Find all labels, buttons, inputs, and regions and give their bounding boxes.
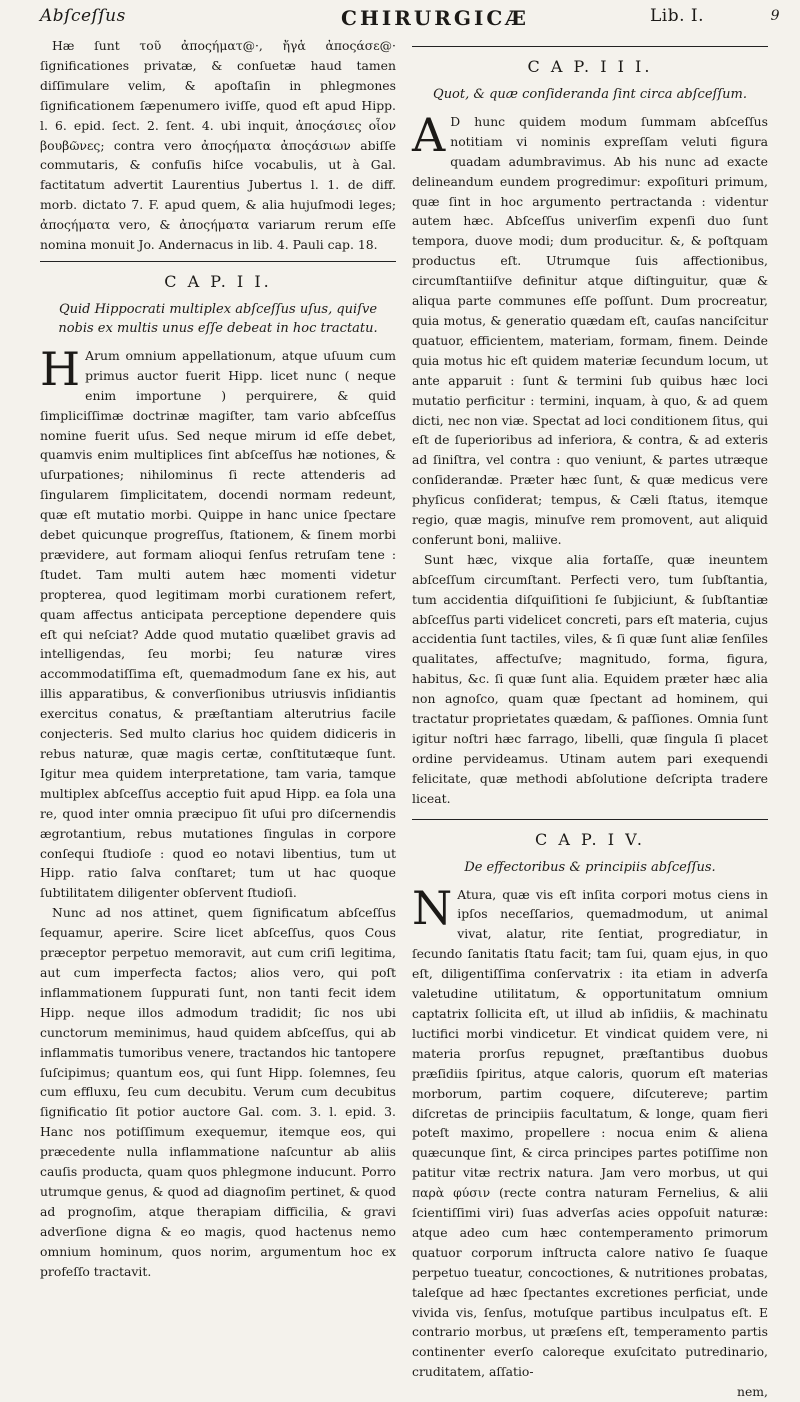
chapter-2-paragraph-1 — [40, 341, 396, 903]
left-column — [40, 36, 396, 1281]
section-divider — [412, 819, 768, 820]
chapter-3-paragraph-2: Sunt hæc, vixque alia fortaſſe, quæ ineuntem abſceſſum circumſtant. Perfecti vero, tum ſubſtantia, tum accidentia diſquiſitioni ſe ſubjiciunt, & ſubſtantiæ abſceſſus parti videlicet concreti, pars eſt materia, cujus accidentia ſunt tactiles, viles, & ſi quæ ſunt aliæ ſenſiles qualitates, affectuſve; magnitudo, forma, figura, habitus, &c. ſi quæ ſunt alia. Equidem præter hæc alia non agnoſco, quam quæ ſpectant ad hominem, qui tractatur proprietates quædam, & paſſiones. Omnia ſunt igitur noſtri hæc farrago, libelli, quæ ſingula ſi placet ordine pervideamus. Utinam autem pari exequendi felicitate, quæ methodi abſolutione deſcripta tradere liceat. — [412, 551, 768, 806]
section-divider — [40, 261, 396, 262]
drop-cap: A — [412, 107, 446, 162]
chapter-4-text-1: Atura, quæ vis eſt inſita corpori motus ciens in ipſos neceſſarios, quemadmodum, ut animal vivat, alatur, rite ſentiat, progrediatur, in ſecundo ſanitatis ſtatu facit; tam ſui, quam ejus, in quo eſt, diligentiſſima conſervatrix : ita etiam in adverſa valetudine utilitatum, & opportunitatum omnium captatrix ſollicita eſt, ut illud ab inſidiis, & machinatu luctifici morbi vindicetur. Et vindicat quidem vere, ni materia prorſus repugnet, præſtantibus duobus præſidiis ſpiritus, atque caloris, quorum eſt materias morborum, partim coquere, diſcutereve; partim diſcretas de principiis facultatum, & longe, quam fieri poteſt maximo, propellere : nocua enim & aliena quæcunque ſint, & circa principes partes potiſſime non patitur vitæ rectrix natura. Jam vero morbus, ut qui παρὰ φύσιν (recte contra naturam Fernelius, & alii ſcientiſſimi viri) ſuas adverſas acies oppoſuit naturæ: atque adeo cum hæc contemperamento primorum quatuor corporum inſtructa calore nativo ſe ſuaque perpetuo tueatur, concoctiones, & nutritiones probatas, taleſque ad hæc ſpectantes excretiones perficiat, unde vivida vis, ſenſus, motuſque partibus inculpatus eſt. E contrario morbus, ut præſens eſt, temperamento partis continenter everſo caloreque exuſcitato putredinario, cruditatem, aſſatio- — [412, 886, 768, 1380]
chapter-4-title: De effectoribus & principiis abſceſſus. — [464, 859, 716, 875]
chapter-3-heading: C A P. I I I. — [527, 57, 653, 76]
chapter-4-heading: C A P. I V. — [535, 829, 645, 849]
header-left-title: Abſceſſus — [40, 6, 126, 26]
chapter-2-text-1: Arum omnium appellationum, atque uſuum cum primus auctor fuerit Hipp. licet nunc ( neque enim importune ) perquirere, & quid ſimpliciſſimæ doctrinæ magiſter, tam vario abſceſſus nomine fuerit uſus. Sed neque mirum id eſſe debet, quamvis enim multiplices ſint abſceſſus hæ notiones, & uſurpationes; nihilominus ſi recte attenderis ad ſingularem ſimplicitatem, docendi normam redeunt, quæ eſt mutatio morbi. Quippe in hanc unice ſpectare debet quicunque progreſſus, ſtationem, & ſinem morbi prævidere, aut formam alioqui ſenſus retruſam tene : ſtudet. Tam multi autem hæc momenti videtur propterea, quod legitimam morbi curationem refert, quam affectus anticipata perceptione dependere quis eſt qui neſciat? Adde quod mutatio quælibet gravis ad intelligendas, ſeu morbi; ſeu naturæ vires accommodatiſſima eſt, quemadmodum ſane ex his, aut illis apparatibus, & converſionibus utriusvis inſidiantis exercitus conatus, & præſtantiam alterutrius facile conjecteris. Sed multo clarius hoc quidem didiceris in rebus naturæ, quæ magis certæ, conſtitutæque ſunt. Igitur mea quidem interpretatione, tam varia, tamque multiplex abſceſſus acceptio fuit apud Hipp. ea ſola una re, quod inter omnia præcipuo ſit uſui pro diſcernendis ægrotantium, rebus mutationes ſingulas in corpore conſequi ſtudioſe : quod eo notavi libentius, tum ut Hipp. ratio ſalva conſtaret; tum ut hac quoque ſubtilitatem diligenter obſervent ſtudioſi. — [40, 347, 396, 901]
chapter-3-paragraph-1 — [412, 107, 768, 550]
chapter-2-paragraph-2: Nunc ad nos attinet, quem ſignificatum abſceſſus ſequamur, aperire. Scire licet abſceſſus, quos Cous præceptor perpetuo memoravit, aut cum criſi legitima, aut cum imperfecta factos; alios vero, qui poſt inflammationem ſuppurati ſunt, non tanti fecit idem Hipp. neque illos admodum tradidit; ſic nos ubi cunctorum meminimus, haud quidem abſceſſus, qui ab inflammatis tumoribus venere, tractandos hic tantopere ſuſcipimus; quantum eos, qui ſunt Hipp. ſolemnes, ſeu cum effluxu, ſeu cum decubitu. Verum cum decubitus ſignificatio ſit potior auctore Gal. com. 3. l. epid. 3. Hanc nos potiſſimum exequemur, itemque eos, qui præcedente nulla inflammatione naſcuntur ab aliis cauſis producta, quam quos phlegmone inducunt. Porro utrumque genus, & quod ad diagnoſim pertinet, & quod ad prognoſim, atque therapiam difficilia, & gravi adverſione digna & eo magis, quod hactenus nemo omnium hominum, quos norim, argumentum hoc ex profeſſo tractavit. — [40, 905, 396, 1279]
chapter-2-heading: C A P. I I. — [164, 271, 272, 291]
chapter-3-text-1: D hunc quidem modum ſummam abſceſſus notitiam vi nominis expreſſam veluti figura quadam adumbravimus. Ab his nunc ad exacte delineandum eundem progredimur: expoſituri primum, quæ ſint in hoc argumento pertractanda : videntur autem hæc. Abſceſſus univerſim expenſi duo ſunt tempora, duove modi; dum producitur. &, & poſtquam productus eſt. Utrumque ſuis affectionibus, circumſtantiiſve definitur atque diſtinguitur, quæ & aliqua parte communes eſſe poſſunt. Dum procreatur, quia motus, & generatio quædam eſt, cauſas nanciſcitur quatuor, efficientem, materiam, formam, finem. Deinde quia motus hic eſt quidem materiæ ſecundum locum, ut ante apparuit : ſunt & termini ſub quibus hæc loci mutatio perficitur : termini, inquam, à quo, & ad quem dicti, nec non viæ. Spectat ad loci conditionem ſitus, qui eſt de ſuperioribus ad inferiora, & contra, & ad exteris ad ſiniſtra, vel contra : quo veniunt, & partes utræque conſiderandæ. Præter hæc ſunt, & quæ medicus vere phyſicus conſiderat; tempus, & Cæli ſtatus, itemque regio, quæ magis, minuſve rem promovent, aut aliquid conferunt boni, maliive. — [412, 113, 768, 547]
chapter-2-title: Quid Hippocrati multiplex abſceſſus uſus, quiſve nobis ex multis unus eſſe debeat in hoc tractatu. — [58, 301, 378, 336]
right-column — [412, 36, 768, 1402]
header-center-title: CHIRURGICÆ — [341, 6, 529, 30]
section-divider — [412, 46, 768, 47]
page-number: 9 — [770, 8, 780, 24]
header-book-number: Lib. I. — [650, 6, 705, 26]
running-header — [40, 6, 780, 36]
drop-cap: N — [412, 880, 453, 935]
continuation-paragraph: Hæ ſunt τοῦ ἀποςήματ@·, ἤγἁ ἀποςάσε@· ſignificationes privatæ, & conſuetæ haud tamen diſſimulare velim, & apoſtaſin in phlegmones ſignificationem ſæpenumero iviſſe, quod eſt apud Hipp. l. 6. epid. ſect. 2. ſent. 4. ubi inquit, ἀποςάσιες οἷον βουβῶνες; contra vero ἀποςήματα ἀποςάσιων abiſſe commutaris, & confuſis hiſce vocabulis, ut à Gal. factitatum advertit Laurentius Jubertus l. 1. de diff. morb. dictato 7. F. apud quem, & alia hujuſmodi leges; ἀποςήματα vero, & ἀποςήματα variarum rerum eſſe nomina monuit Jo. Andernacus in lib. 4. Pauli cap. 18. — [40, 38, 396, 253]
catchword: nem, — [736, 1384, 768, 1400]
chapter-4-paragraph-1 — [412, 880, 768, 1383]
drop-cap: H — [40, 341, 81, 396]
chapter-3-title: Quot, & quæ conſideranda ſint circa abſceſſum. — [433, 86, 747, 102]
